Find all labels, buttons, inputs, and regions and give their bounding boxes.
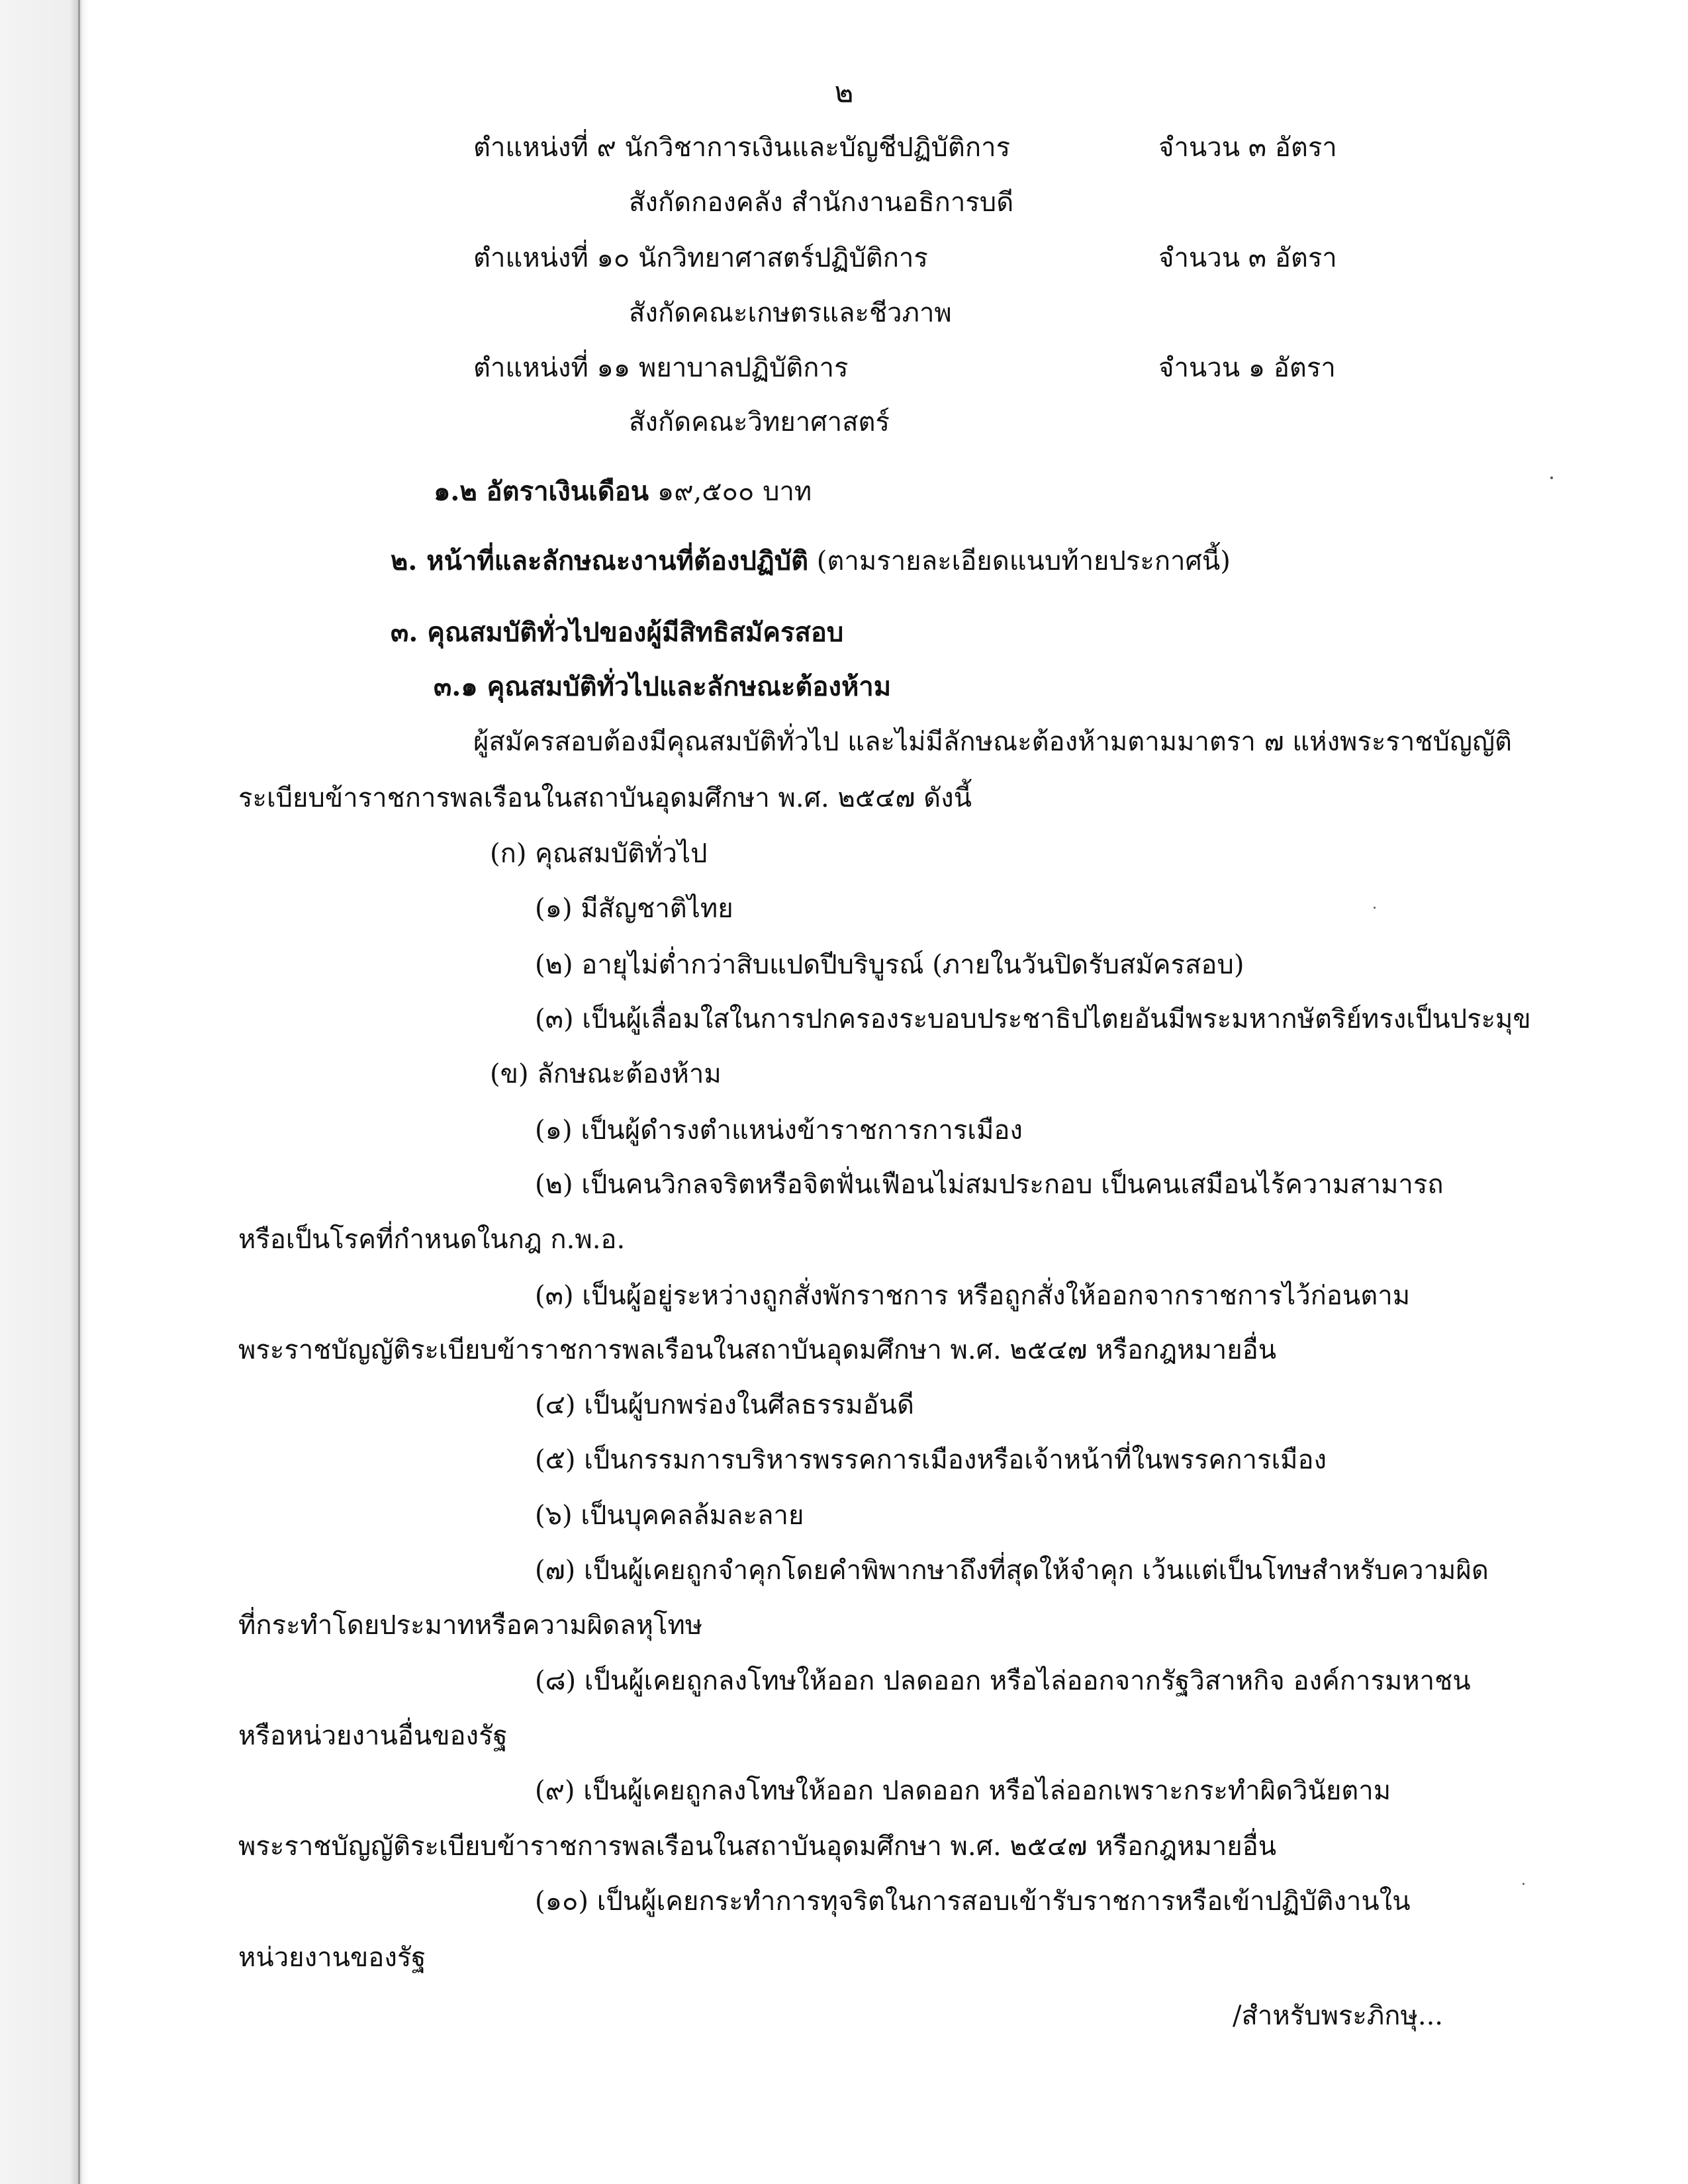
section-3-intro-line-1: ผู้สมัครสอบต้องมีคุณสมบัติทั่วไป และไม่มีลักษณะต้องห้ามตามมาตรา ๗ แห่งพระราชบัญญัติ	[473, 727, 1513, 757]
position-11-title: ตำแหน่งที่ ๑๑ พยาบาลปฏิบัติการ	[473, 353, 849, 383]
prohibited-item-10-line-2: หน่วยงานของรัฐ	[238, 1942, 426, 1973]
section-2	[391, 543, 1231, 580]
salary-line	[434, 473, 812, 510]
general-item-1: (๑) มีสัญชาติไทย	[535, 893, 733, 924]
scan-speck	[1374, 907, 1376, 909]
position-9-count: จำนวน ๓ อัตรา	[1158, 132, 1337, 163]
continuation-note: /สำหรับพระภิกษุ...	[1232, 2001, 1443, 2031]
page-number: ๒	[834, 75, 854, 109]
prohibited-item-9-line-1: (๙) เป็นผู้เคยถูกลงโทษให้ออก ปลดออก หรือไล่ออกเพราะกระทำผิดวินัยตาม	[535, 1776, 1391, 1806]
prohibited-item-2-line-2: หรือเป็นโรคที่กำหนดในกฎ ก.พ.อ.	[238, 1224, 626, 1255]
general-item-3: (๓) เป็นผู้เลื่อมใสในการปกครองระบอบประชาธิปไตยอันมีพระมหากษัตริย์ทรงเป็นประมุข	[535, 1004, 1531, 1034]
prohibited-item-9-line-2: พระราชบัญญัติระเบียบข้าราชการพลเรือนในสถาบันอุดมศึกษา พ.ศ. ๒๕๔๗ หรือกฎหมายอื่น	[238, 1831, 1277, 1862]
prohibited-item-7-line-1: (๗) เป็นผู้เคยถูกจำคุกโดยคำพิพากษาถึงที่สุดให้จำคุก เว้นแต่เป็นโทษสำหรับความผิด	[535, 1555, 1489, 1586]
position-11-count: จำนวน ๑ อัตรา	[1158, 353, 1336, 383]
prohibited-item-7-line-2: ที่กระทำโดยประมาทหรือความผิดลหุโทษ	[238, 1610, 703, 1641]
prohibited-item-1: (๑) เป็นผู้ดำรงตำแหน่งข้าราชการการเมือง	[535, 1115, 1023, 1146]
prohibited-item-10-line-1: (๑๐) เป็นผู้เคยกระทำการทุจริตในการสอบเข้ารับราชการหรือเข้าปฏิบัติงานใน	[535, 1886, 1411, 1917]
prohibited-item-2-line-1: (๒) เป็นคนวิกลจริตหรือจิตฟั่นเฟือนไม่สมประกอบ เป็นคนเสมือนไร้ความสามารถ	[535, 1169, 1444, 1200]
position-9-affiliation: สังกัดกองคลัง สำนักงานอธิการบดี	[629, 187, 1014, 218]
scan-speck	[1523, 1883, 1524, 1885]
prohibited-item-3-line-1: (๓) เป็นผู้อยู่ระหว่างถูกสั่งพักราชการ หรือถูกสั่งให้ออกจากราชการไว้ก่อนตาม	[535, 1281, 1411, 1311]
salary-value: ๑๙,๕๐๐ บาท	[657, 477, 812, 507]
scan-edge-shadow	[0, 0, 89, 2184]
prohibited-heading: (ข) ลักษณะต้องห้าม	[490, 1059, 722, 1089]
prohibited-item-8-line-2: หรือหน่วยงานอื่นของรัฐ	[238, 1721, 508, 1751]
section-3-1-heading: ๓.๑ คุณสมบัติทั่วไปและลักษณะต้องห้าม	[434, 671, 892, 702]
general-qualifications-heading: (ก) คุณสมบัติทั่วไป	[490, 839, 708, 869]
scan-speck	[1550, 477, 1553, 479]
general-item-2: (๒) อายุไม่ต่ำกว่าสิบแปดปีบริบูรณ์ (ภายในวันปิดรับสมัครสอบ)	[535, 950, 1244, 980]
section-3-heading: ๓. คุณสมบัติทั่วไปของผู้มีสิทธิสมัครสอบ	[391, 617, 844, 648]
scan-binding-line	[78, 0, 80, 2184]
position-10-affiliation: สังกัดคณะเกษตรและชีวภาพ	[629, 298, 952, 328]
prohibited-item-6: (๖) เป็นบุคคลล้มละลาย	[535, 1500, 804, 1531]
position-10-count: จำนวน ๓ อัตรา	[1158, 243, 1337, 273]
section-2-note: (ตามรายละเอียดแนบท้ายประกาศนี้)	[816, 546, 1231, 576]
prohibited-item-5: (๕) เป็นกรรมการบริหารพรรคการเมืองหรือเจ้าหน้าที่ในพรรคการเมือง	[535, 1445, 1327, 1475]
section-2-heading: ๒. หน้าที่และลักษณะงานที่ต้องปฏิบัติ	[391, 545, 809, 576]
prohibited-item-4: (๔) เป็นผู้บกพร่องในศีลธรรมอันดี	[535, 1390, 914, 1420]
position-9-title: ตำแหน่งที่ ๙ นักวิชาการเงินและบัญชีปฏิบัติการ	[473, 132, 1011, 163]
prohibited-item-3-line-2: พระราชบัญญัติระเบียบข้าราชการพลเรือนในสถาบันอุดมศึกษา พ.ศ. ๒๕๔๗ หรือกฎหมายอื่น	[238, 1335, 1277, 1365]
section-3-intro-line-2: ระเบียบข้าราชการพลเรือนในสถาบันอุดมศึกษา พ.ศ. ๒๕๔๗ ดังนี้	[238, 783, 972, 813]
salary-label: ๑.๒ อัตราเงินเดือน	[434, 476, 649, 507]
position-11-affiliation: สังกัดคณะวิทยาศาสตร์	[629, 407, 890, 437]
prohibited-item-8-line-1: (๘) เป็นผู้เคยถูกลงโทษให้ออก ปลดออก หรือไล่ออกจากรัฐวิสาหกิจ องค์การมหาชน	[535, 1666, 1471, 1696]
position-10-title: ตำแหน่งที่ ๑๐ นักวิทยาศาสตร์ปฏิบัติการ	[473, 243, 928, 273]
